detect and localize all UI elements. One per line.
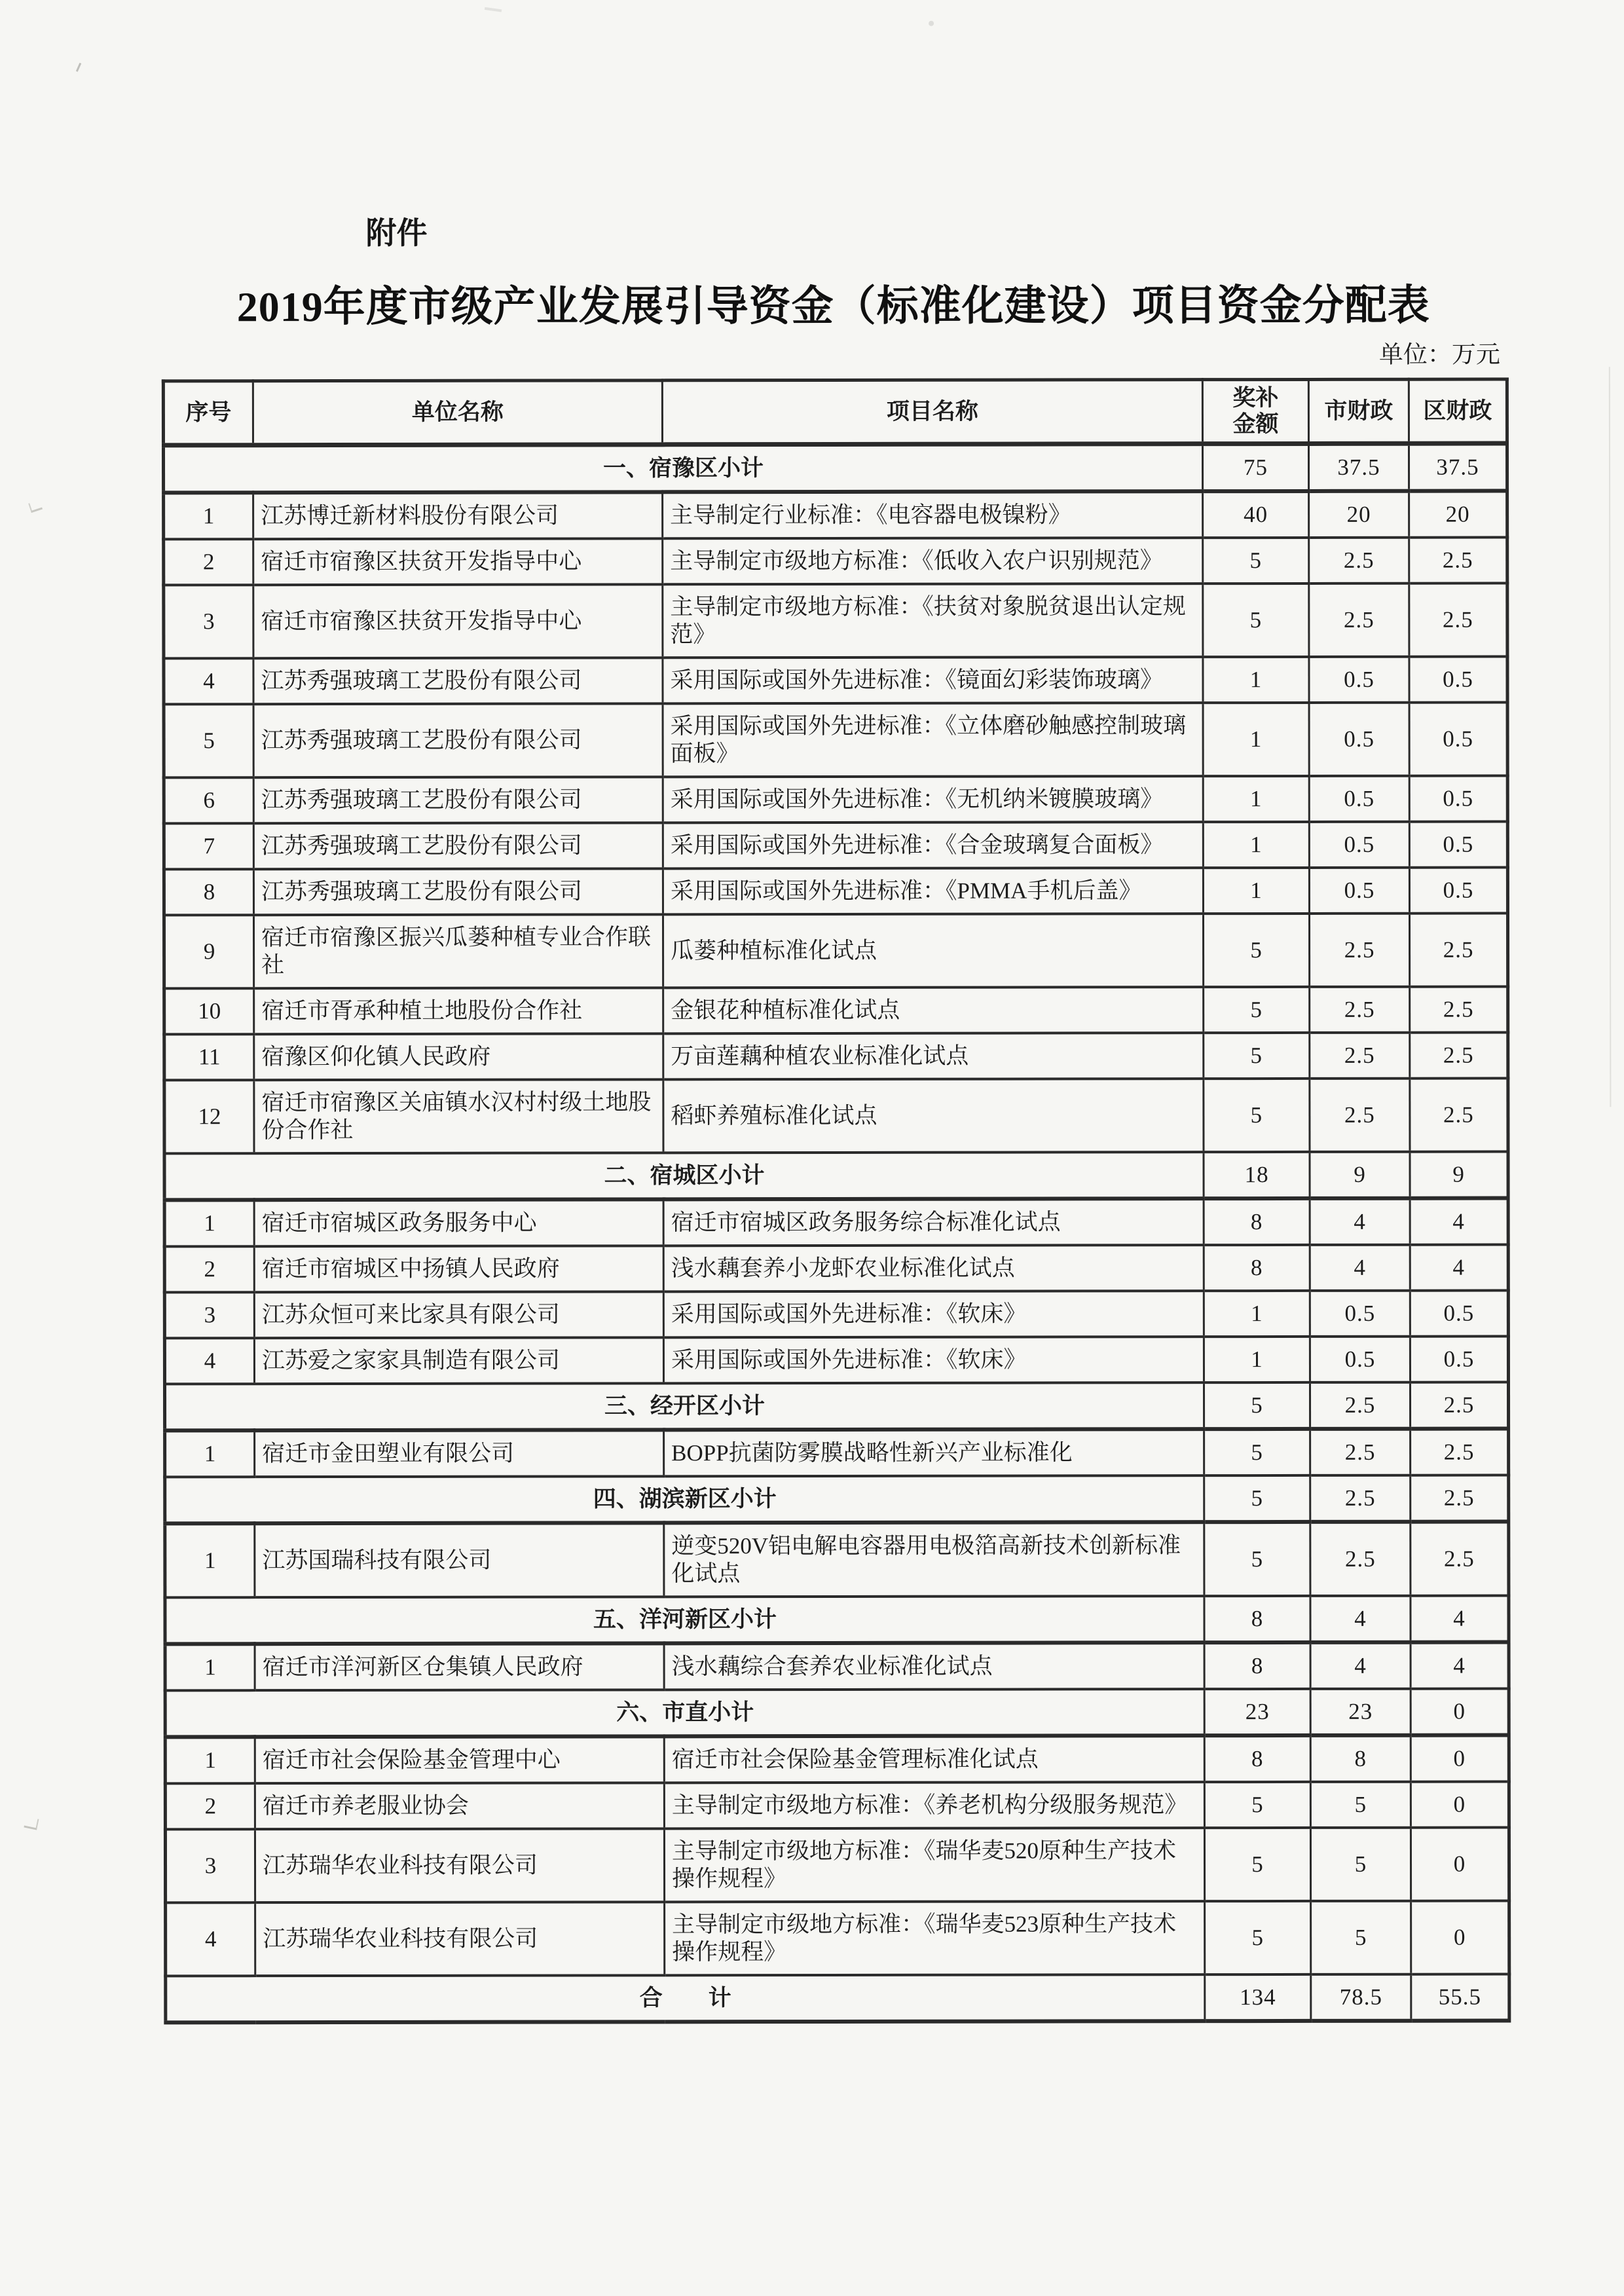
city-finance-cell: 2.5 — [1309, 538, 1409, 583]
city-finance-cell: 2.5 — [1310, 1522, 1411, 1596]
table-row — [164, 987, 1508, 1035]
project-name-cell: 采用国际或国外先进标准：《PMMA手机后盖》 — [663, 868, 1203, 914]
award-amount-cell: 5 — [1204, 1429, 1310, 1475]
district-finance-cell: 4 — [1411, 1596, 1509, 1642]
award-amount-cell: 8 — [1204, 1245, 1310, 1291]
row-no-cell: 3 — [164, 1292, 254, 1338]
award-amount-cell: 5 — [1205, 1901, 1311, 1974]
section-subtotal-row — [165, 1689, 1509, 1737]
award-amount-cell: 1 — [1204, 1291, 1310, 1337]
table-row — [165, 1828, 1509, 1903]
row-no-cell: 9 — [164, 915, 253, 988]
city-finance-cell: 8 — [1310, 1735, 1411, 1782]
table-row — [164, 822, 1507, 870]
district-finance-cell: 2.5 — [1410, 987, 1508, 1033]
award-amount-cell: 5 — [1204, 1475, 1310, 1522]
award-amount-cell: 5 — [1204, 1782, 1310, 1828]
city-finance-cell: 0.5 — [1309, 868, 1409, 914]
city-finance-cell: 2.5 — [1310, 1475, 1411, 1522]
table-row — [165, 1735, 1509, 1784]
unit-name-cell: 江苏秀强玻璃工艺股份有限公司 — [253, 657, 663, 704]
district-finance-cell: 0 — [1411, 1828, 1509, 1901]
grand-total-label-cell: 合 计 — [166, 1974, 1205, 2022]
project-name-cell: 采用国际或国外先进标准：《软床》 — [663, 1291, 1204, 1337]
district-finance-cell: 2.5 — [1411, 1429, 1509, 1475]
project-name-cell: BOPP抗菌防雾膜战略性新兴产业标准化 — [664, 1429, 1204, 1476]
award-amount-cell: 23 — [1204, 1689, 1310, 1735]
row-no-cell: 6 — [164, 777, 253, 823]
district-finance-cell: 20 — [1409, 491, 1507, 538]
scan-speck — [24, 1817, 39, 1830]
district-finance-cell: 0.5 — [1410, 1337, 1508, 1382]
city-finance-cell: 4 — [1310, 1198, 1410, 1245]
subtotal-label-cell: 六、市直小计 — [165, 1689, 1204, 1737]
allocation-table-body — [163, 443, 1509, 2022]
award-amount-cell: 5 — [1203, 914, 1309, 987]
city-finance-cell: 9 — [1310, 1152, 1410, 1198]
row-no-cell: 5 — [164, 704, 253, 777]
table-row — [164, 657, 1507, 705]
project-name-cell: 主导制定市级地方标准：《低收入农户识别规范》 — [663, 538, 1203, 584]
unit-name-cell: 宿迁市宿豫区扶贫开发指导中心 — [253, 538, 663, 585]
row-no-cell: 4 — [164, 1338, 254, 1384]
project-name-cell: 金银花种植标准化试点 — [663, 987, 1204, 1033]
city-finance-cell: 4 — [1310, 1596, 1411, 1642]
row-no-cell: 8 — [164, 869, 253, 915]
district-finance-cell: 0.5 — [1409, 868, 1507, 914]
city-finance-cell: 5 — [1311, 1901, 1411, 1974]
row-no-cell: 7 — [164, 823, 253, 869]
unit-name-cell: 宿迁市养老服业协会 — [255, 1783, 664, 1829]
row-no-cell: 3 — [165, 1829, 255, 1902]
district-finance-cell: 2.5 — [1410, 1033, 1508, 1079]
district-finance-cell: 4 — [1410, 1245, 1508, 1291]
table-header-row — [163, 379, 1507, 445]
project-name-cell: 浅水藕套养小龙虾农业标准化试点 — [663, 1245, 1204, 1291]
district-finance-cell: 0.5 — [1410, 1291, 1508, 1337]
city-finance-cell: 23 — [1310, 1689, 1411, 1735]
row-no-cell: 3 — [164, 585, 253, 658]
project-name-cell: 采用国际或国外先进标准：《立体磨砂触感控制玻璃面板》 — [663, 703, 1203, 777]
col-header-award-amount — [1202, 379, 1308, 443]
city-finance-cell: 20 — [1309, 491, 1409, 538]
unit-name-cell: 江苏爱之家家具制造有限公司 — [254, 1337, 663, 1384]
award-amount-cell: 18 — [1204, 1152, 1310, 1198]
page-title: 2019年度市级产业发展引导资金（标准化建设）项目资金分配表 — [236, 282, 1430, 331]
unit-name-cell: 宿迁市金田塑业有限公司 — [255, 1430, 664, 1477]
scan-speck — [929, 21, 934, 26]
award-amount-cell: 1 — [1204, 1337, 1310, 1382]
unit-name-cell: 宿迁市宿豫区关庙镇水汉村村级土地股份合作社 — [254, 1079, 663, 1153]
district-finance-cell: 0 — [1411, 1735, 1509, 1782]
award-amount-cell: 134 — [1205, 1974, 1311, 2021]
section-subtotal-row — [164, 1382, 1508, 1431]
project-name-cell: 主导制定市级地方标准：《养老机构分级服务规范》 — [664, 1782, 1204, 1828]
project-name-cell: 万亩莲藕种植农业标准化试点 — [663, 1033, 1204, 1079]
project-name-cell: 瓜蒌种植标准化试点 — [663, 914, 1203, 988]
unit-name-cell: 宿迁市宿城区中扬镇人民政府 — [254, 1246, 663, 1292]
section-subtotal-row — [164, 1152, 1508, 1200]
city-finance-cell: 5 — [1310, 1782, 1411, 1828]
subtotal-label-cell: 五、洋河新区小计 — [165, 1596, 1204, 1644]
attachment-label: 附件 — [365, 216, 428, 251]
project-name-cell: 主导制定市级地方标准：《瑞华麦520原种生产技术操作规程》 — [664, 1828, 1204, 1902]
project-name-cell: 采用国际或国外先进标准：《软床》 — [663, 1337, 1204, 1383]
district-finance-cell: 2.5 — [1409, 583, 1507, 657]
district-finance-cell: 9 — [1410, 1152, 1508, 1198]
unit-name-cell: 江苏秀强玻璃工艺股份有限公司 — [253, 703, 663, 777]
col-header-city-finance: 市财政 — [1308, 379, 1409, 443]
row-no-cell: 1 — [164, 1200, 254, 1246]
row-no-cell: 1 — [164, 492, 253, 539]
district-finance-cell: 0.5 — [1409, 703, 1507, 776]
project-name-cell: 宿迁市社会保险基金管理标准化试点 — [664, 1735, 1204, 1783]
unit-name-cell: 宿迁市宿城区政务服务中心 — [254, 1199, 663, 1246]
award-amount-cell: 5 — [1204, 1079, 1310, 1152]
district-finance-cell: 0.5 — [1409, 657, 1507, 703]
unit-name-cell: 宿迁市胥承种植土地股份合作社 — [254, 988, 663, 1034]
project-name-cell: 采用国际或国外先进标准：《合金玻璃复合面板》 — [663, 822, 1203, 868]
district-finance-cell: 0.5 — [1409, 822, 1507, 868]
table-row — [164, 1198, 1508, 1247]
table-row — [164, 491, 1507, 540]
award-amount-cell: 5 — [1204, 1033, 1310, 1079]
district-finance-cell: 4 — [1411, 1642, 1509, 1689]
grand-total-row — [166, 1974, 1509, 2023]
award-amount-header-text: 奖补金额 — [1232, 385, 1279, 437]
city-finance-cell: 2.5 — [1310, 1429, 1411, 1475]
subtotal-label-cell: 一、宿豫区小计 — [163, 444, 1202, 493]
project-name-cell: 主导制定市级地方标准：《扶贫对象脱贫退出认定规范》 — [663, 583, 1203, 657]
city-finance-cell: 0.5 — [1310, 1291, 1410, 1337]
unit-name-cell: 江苏国瑞科技有限公司 — [255, 1523, 664, 1597]
district-finance-cell: 2.5 — [1411, 1522, 1509, 1596]
table-row — [164, 1079, 1508, 1154]
table-row — [164, 1245, 1508, 1293]
award-amount-cell: 1 — [1203, 776, 1309, 822]
project-name-cell: 采用国际或国外先进标准：《无机纳米镀膜玻璃》 — [663, 776, 1203, 823]
award-amount-cell: 1 — [1203, 703, 1309, 776]
award-amount-cell: 5 — [1204, 1828, 1310, 1901]
city-finance-cell: 5 — [1310, 1828, 1411, 1901]
subtotal-label-cell: 三、经开区小计 — [164, 1382, 1204, 1430]
award-amount-cell: 75 — [1202, 443, 1308, 491]
award-amount-cell: 5 — [1203, 538, 1309, 583]
row-no-cell: 12 — [164, 1080, 254, 1153]
project-name-cell: 主导制定行业标准：《电容器电极镍粉》 — [663, 491, 1203, 538]
district-finance-cell: 0 — [1411, 1901, 1509, 1974]
row-no-cell: 11 — [164, 1034, 254, 1080]
unit-name-cell: 江苏秀强玻璃工艺股份有限公司 — [253, 777, 663, 823]
col-header-project: 项目名称 — [662, 380, 1202, 445]
row-no-cell: 2 — [164, 1246, 254, 1292]
unit-name-cell: 宿迁市洋河新区仓集镇人民政府 — [255, 1643, 664, 1690]
award-amount-cell: 5 — [1204, 1522, 1310, 1596]
table-row — [165, 1782, 1509, 1830]
unit-name-cell: 江苏秀强玻璃工艺股份有限公司 — [253, 868, 663, 915]
award-amount-cell: 5 — [1204, 987, 1310, 1033]
city-finance-cell: 2.5 — [1310, 1382, 1410, 1429]
award-amount-cell: 1 — [1203, 868, 1309, 914]
award-amount-cell: 1 — [1203, 657, 1309, 703]
section-subtotal-row — [165, 1475, 1509, 1524]
section-subtotal-row — [163, 443, 1507, 492]
subtotal-label-cell: 二、宿城区小计 — [164, 1152, 1204, 1200]
table-row — [164, 1033, 1508, 1081]
unit-name-cell: 江苏众恒可来比家具有限公司 — [254, 1291, 663, 1338]
unit-name-cell: 宿豫区仰化镇人民政府 — [254, 1033, 663, 1080]
award-amount-cell: 5 — [1204, 1382, 1310, 1429]
project-name-cell: 逆变520V铝电解电容器用电极箔高新技术创新标准化试点 — [664, 1522, 1204, 1597]
row-no-cell: 1 — [165, 1644, 255, 1690]
row-no-cell: 2 — [165, 1783, 255, 1829]
project-name-cell: 采用国际或国外先进标准：《镜面幻彩装饰玻璃》 — [663, 657, 1203, 703]
col-header-district-finance: 区财政 — [1409, 379, 1507, 443]
row-no-cell: 1 — [165, 1523, 255, 1597]
table-row — [164, 776, 1507, 824]
district-finance-cell: 0 — [1411, 1689, 1509, 1735]
table-row — [164, 538, 1507, 585]
table-row — [166, 1901, 1509, 1976]
city-finance-cell: 2.5 — [1310, 1033, 1410, 1079]
district-finance-cell: 2.5 — [1409, 914, 1507, 987]
scan-speck — [76, 63, 87, 75]
row-no-cell: 1 — [165, 1737, 255, 1783]
subtotal-label-cell: 四、湖滨新区小计 — [165, 1475, 1204, 1523]
row-no-cell: 4 — [164, 658, 253, 704]
unit-name-cell: 江苏博迁新材料股份有限公司 — [253, 492, 663, 539]
project-name-cell: 浅水藕综合套养农业标准化试点 — [664, 1642, 1204, 1690]
district-finance-cell: 2.5 — [1410, 1382, 1508, 1429]
district-finance-cell: 2.5 — [1409, 538, 1507, 583]
unit-note: 单位：万元 — [1378, 341, 1500, 369]
unit-name-cell: 江苏瑞华农业科技有限公司 — [255, 1828, 664, 1902]
district-finance-cell: 2.5 — [1411, 1475, 1509, 1522]
project-name-cell: 稻虾养殖标准化试点 — [663, 1079, 1204, 1153]
city-finance-cell: 4 — [1310, 1245, 1410, 1291]
section-subtotal-row — [165, 1596, 1509, 1644]
project-name-cell: 宿迁市宿城区政务服务综合标准化试点 — [663, 1198, 1204, 1246]
col-header-seq: 序号 — [163, 381, 253, 445]
row-no-cell: 10 — [164, 988, 254, 1034]
city-finance-cell: 2.5 — [1309, 914, 1409, 987]
district-finance-cell: 55.5 — [1411, 1974, 1509, 2021]
city-finance-cell: 37.5 — [1308, 443, 1409, 491]
city-finance-cell: 2.5 — [1309, 583, 1409, 657]
scan-speck — [28, 500, 43, 513]
district-finance-cell: 37.5 — [1409, 443, 1507, 491]
allocation-table — [162, 378, 1511, 2025]
award-amount-cell: 8 — [1204, 1596, 1310, 1642]
city-finance-cell: 2.5 — [1310, 987, 1410, 1033]
unit-name-cell: 宿迁市宿豫区扶贫开发指导中心 — [253, 584, 663, 658]
city-finance-cell: 0.5 — [1310, 1337, 1410, 1382]
row-no-cell: 2 — [164, 539, 253, 585]
district-finance-cell: 4 — [1410, 1198, 1508, 1245]
award-amount-cell: 5 — [1203, 583, 1309, 657]
table-row — [164, 1337, 1508, 1384]
city-finance-cell: 2.5 — [1310, 1079, 1410, 1152]
row-no-cell: 1 — [165, 1430, 255, 1477]
city-finance-cell: 78.5 — [1311, 1974, 1411, 2021]
award-amount-cell: 1 — [1203, 822, 1309, 868]
city-finance-cell: 0.5 — [1309, 703, 1409, 776]
award-amount-cell: 40 — [1203, 491, 1309, 538]
table-row — [165, 1522, 1509, 1598]
award-amount-cell: 8 — [1204, 1735, 1310, 1782]
row-no-cell: 4 — [166, 1902, 255, 1976]
scan-edge-artifact — [1609, 367, 1612, 1107]
district-finance-cell: 0 — [1411, 1782, 1509, 1828]
award-amount-cell: 8 — [1204, 1198, 1310, 1245]
table-row — [164, 1291, 1508, 1339]
city-finance-cell: 4 — [1310, 1642, 1411, 1689]
city-finance-cell: 0.5 — [1309, 822, 1409, 868]
district-finance-cell: 0.5 — [1409, 776, 1507, 822]
unit-name-cell: 江苏秀强玻璃工艺股份有限公司 — [253, 823, 663, 869]
city-finance-cell: 0.5 — [1309, 776, 1409, 822]
table-row — [164, 914, 1507, 989]
table-row — [165, 1429, 1509, 1477]
city-finance-cell: 0.5 — [1309, 657, 1409, 703]
col-header-unit: 单位名称 — [253, 380, 662, 445]
project-name-cell: 主导制定市级地方标准：《瑞华麦523原种生产技术操作规程》 — [665, 1901, 1205, 1975]
table-row — [164, 703, 1507, 778]
table-row — [164, 868, 1507, 916]
unit-name-cell: 宿迁市社会保险基金管理中心 — [255, 1736, 664, 1783]
award-amount-cell: 8 — [1204, 1642, 1310, 1689]
table-row — [165, 1642, 1509, 1691]
scan-speck — [485, 7, 502, 12]
table-row — [164, 583, 1507, 659]
unit-name-cell: 江苏瑞华农业科技有限公司 — [255, 1902, 665, 1976]
unit-name-cell: 宿迁市宿豫区振兴瓜蒌种植专业合作联社 — [253, 914, 663, 988]
district-finance-cell: 2.5 — [1410, 1079, 1508, 1152]
